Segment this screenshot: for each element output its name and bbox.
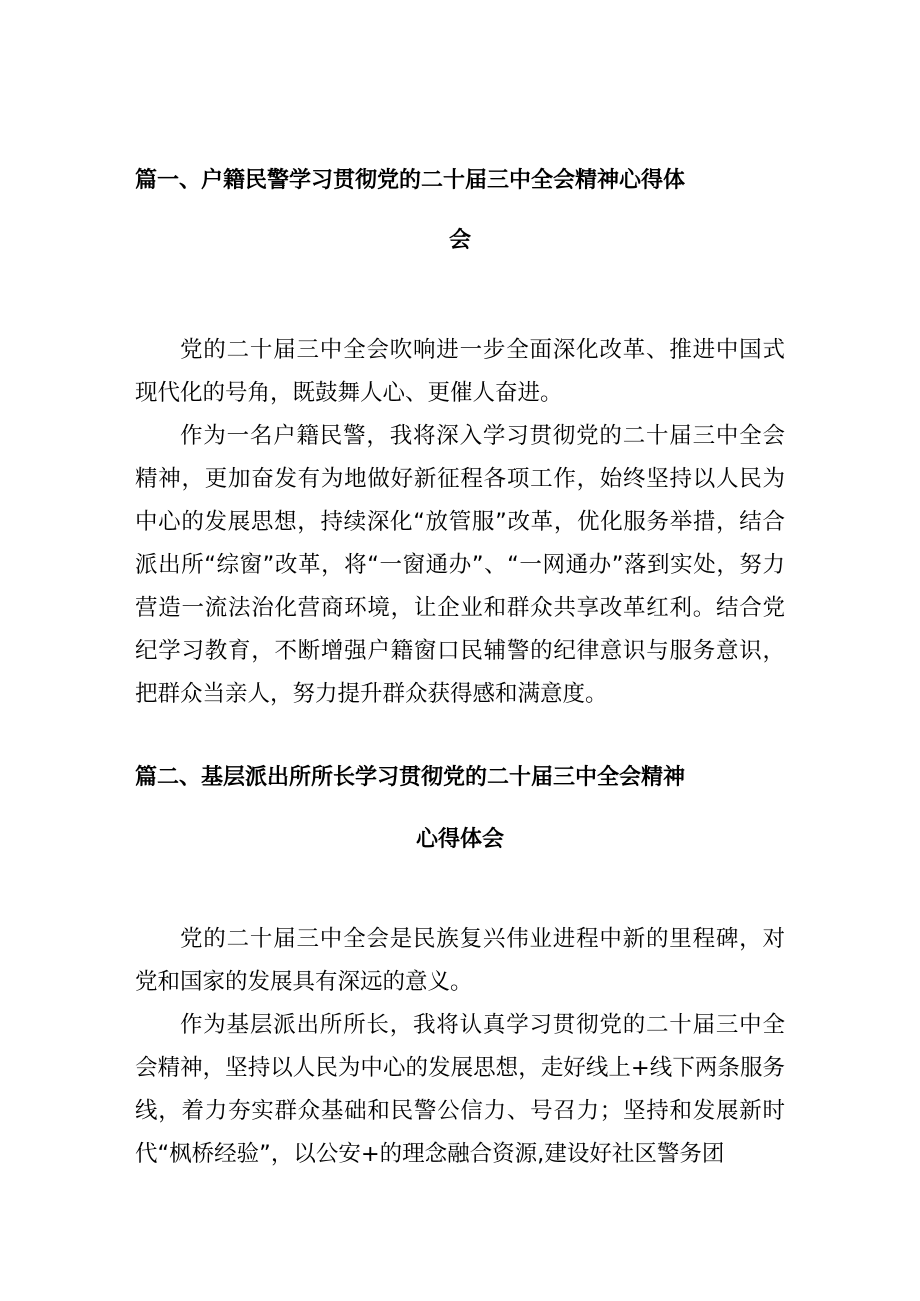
section-1-paragraph-2: 作为一名户籍民警，我将深入学习贯彻党的二十届三中全会精神，更加奋发有为地做好新征程各项工作，始终坚持以人民为中心的发展思想，持续深化“放管服”改革，优化服务举措，结合派出所“综窗”改革，将“一窗通办”、“一网通办”落到实处，努力营造一流法治化营商环境，让企业和群众共享改革红利。结合党纪学习教育，不断增强户籍窗口民辅警的纪律意识与服务意识，把群众当亲人，努力提升群众获得感和满意度。 [135, 423, 785, 707]
section-1 [135, 165, 785, 716]
section-2-paragraph-2: 作为基层派出所所长，我将认真学习贯彻党的二十届三中全会精神，坚持以人民为中心的发展思想，走好线上+线下两条服务线，着力夯实群众基础和民警公信力、号召力；坚持和发展新时代“枫桥经验”，以公安+的理念融合资源,建设好社区警务团 [135, 1012, 785, 1167]
section-1-paragraph-1: 党的二十届三中全会吹响进一步全面深化改革、推进中国式现代化的号角，既鼓舞人心、更催人奋进。 [135, 337, 785, 406]
section-1-title-line-1: 篇一、户籍民警学习贯彻党的二十届三中全会精神心得体 [135, 168, 686, 193]
section-2-paragraph-1: 党的二十届三中全会是民族复兴伟业进程中新的里程碑，对党和国家的发展具有深远的意义。 [135, 926, 785, 995]
section-2-title-line-2: 心得体会 [415, 827, 504, 852]
section-2-title-line-1: 篇二、基层派出所所长学习贯彻党的二十届三中全会精神 [135, 765, 686, 790]
section-1-title-line-2: 会 [448, 228, 471, 253]
section-2 [135, 762, 785, 1176]
